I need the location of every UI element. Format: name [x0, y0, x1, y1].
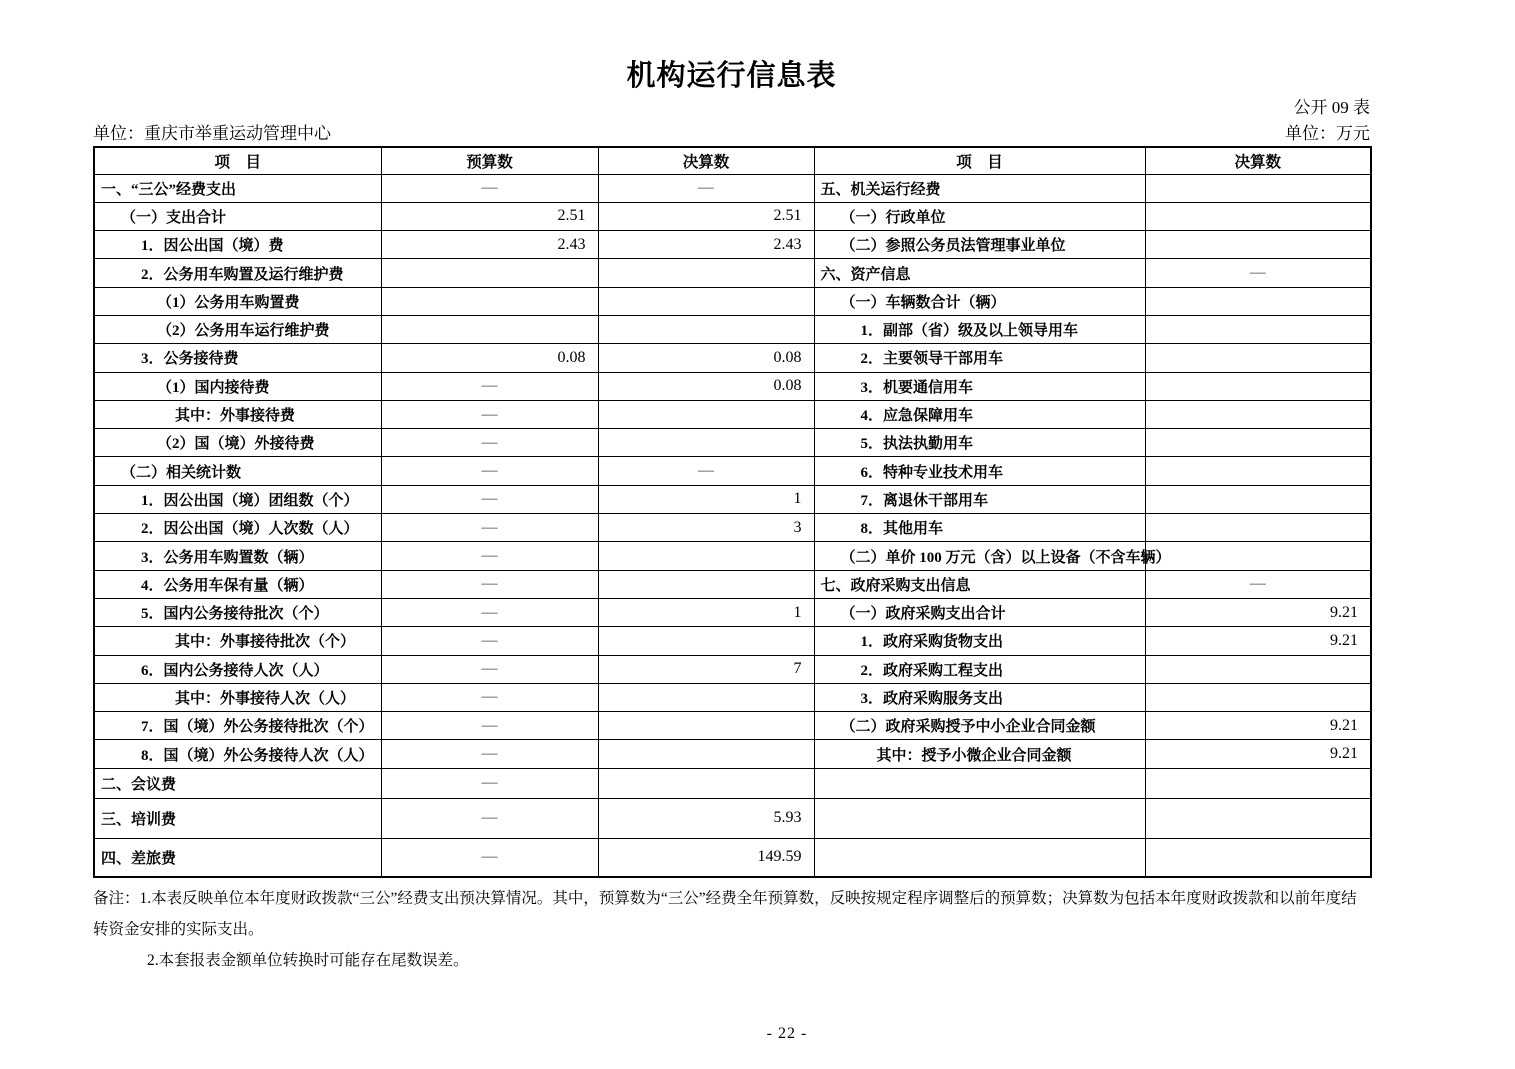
budget-value-cell [381, 259, 598, 287]
unit-currency: 单位：万元 [1285, 124, 1370, 143]
budget-value-cell: — [381, 429, 598, 457]
item-label-cell: 2．因公出国（境）人次数（人） [94, 514, 381, 542]
budget-value-cell: — [381, 457, 598, 485]
item-label-cell: 2．公务用车购置及运行维护费 [94, 259, 381, 287]
budget-value-cell: — [381, 485, 598, 513]
final-value-cell [598, 542, 814, 570]
final-value-cell: — [598, 457, 814, 485]
final-value-cell-right [1145, 287, 1371, 315]
final-value-cell-right [1145, 202, 1371, 230]
budget-value-cell: — [381, 768, 598, 798]
item-label-cell-right [814, 768, 1145, 798]
budget-value-cell: — [381, 838, 598, 877]
final-value-cell: 0.08 [598, 372, 814, 400]
table-row [94, 542, 1371, 570]
item-label-cell-right: 3．政府采购服务支出 [814, 683, 1145, 711]
item-label-cell-right: （二）单价 100 万元（含）以上设备（不含车辆） [814, 542, 1145, 570]
final-value-cell: — [598, 174, 814, 202]
item-label-cell-right: 5．执法执勤用车 [814, 429, 1145, 457]
table-row [94, 683, 1371, 711]
item-label-cell: 6．国内公务接待人次（人） [94, 655, 381, 683]
item-label-cell-right: 1．副部（省）级及以上领导用车 [814, 315, 1145, 343]
budget-value-cell: 0.08 [381, 344, 598, 372]
table-row [94, 838, 1371, 877]
budget-value-cell: — [381, 514, 598, 542]
item-label-cell: 四、差旅费 [94, 838, 381, 877]
item-label-cell-right: 六、资产信息 [814, 259, 1145, 287]
item-label-cell-right: 4．应急保障用车 [814, 400, 1145, 428]
item-label-cell-right: （一）行政单位 [814, 202, 1145, 230]
table-code: 公开 09 表 [1293, 98, 1370, 117]
table-row [94, 655, 1371, 683]
final-value-cell [598, 683, 814, 711]
document-page [93, 0, 1370, 1069]
item-label-cell: 1．因公出国（境）团组数（个） [94, 485, 381, 513]
meta-row [93, 119, 1370, 144]
table-row [94, 231, 1371, 259]
budget-value-cell: — [381, 400, 598, 428]
final-value-cell: 2.43 [598, 231, 814, 259]
budget-value-cell: — [381, 627, 598, 655]
final-value-cell-right [1145, 344, 1371, 372]
final-value-cell-right [1145, 655, 1371, 683]
final-value-cell: 0.08 [598, 344, 814, 372]
page-title: 机构运行信息表 [626, 60, 837, 92]
header-row [94, 147, 1371, 174]
item-label-cell-right: 五、机关运行经费 [814, 174, 1145, 202]
table-row [94, 514, 1371, 542]
table-row [94, 627, 1371, 655]
final-value-cell [598, 287, 814, 315]
final-value-cell-right [1145, 315, 1371, 343]
final-value-cell-right [1145, 400, 1371, 428]
item-label-cell: 8．国（境）外公务接待人次（人） [94, 740, 381, 768]
column-header-final-left: 决算数 [598, 147, 814, 174]
item-label-cell: 3．公务接待费 [94, 344, 381, 372]
table-row [94, 372, 1371, 400]
final-value-cell-right [1145, 372, 1371, 400]
item-label-cell: 5．国内公务接待批次（个） [94, 598, 381, 626]
final-value-cell-right [1145, 231, 1371, 259]
item-label-cell-right [814, 798, 1145, 838]
table-row [94, 287, 1371, 315]
item-label-cell-right: 8．其他用车 [814, 514, 1145, 542]
final-value-cell-right [1145, 457, 1371, 485]
budget-value-cell: — [381, 740, 598, 768]
budget-value-cell [381, 287, 598, 315]
item-label-cell: （2）国（境）外接待费 [94, 429, 381, 457]
item-label-cell: （二）相关统计数 [94, 457, 381, 485]
item-label-cell-right: 2．政府采购工程支出 [814, 655, 1145, 683]
final-value-cell: 1 [598, 485, 814, 513]
final-value-cell [598, 627, 814, 655]
final-value-cell-right: 9.21 [1145, 627, 1371, 655]
table-row [94, 259, 1371, 287]
item-label-cell-right: 6．特种专业技术用车 [814, 457, 1145, 485]
column-header-item-left: 项 目 [94, 147, 381, 174]
table-row [94, 202, 1371, 230]
final-value-cell-right [1145, 514, 1371, 542]
item-label-cell: 其中：外事接待批次（个） [94, 627, 381, 655]
final-value-cell: 149.59 [598, 838, 814, 877]
budget-value-cell: — [381, 683, 598, 711]
column-header-final-right: 决算数 [1145, 147, 1371, 174]
final-value-cell: 5.93 [598, 798, 814, 838]
final-value-cell: 2.51 [598, 202, 814, 230]
budget-value-cell: 2.43 [381, 231, 598, 259]
table-row [94, 598, 1371, 626]
item-label-cell: （1）国内接待费 [94, 372, 381, 400]
final-value-cell-right [1145, 485, 1371, 513]
final-value-cell [598, 400, 814, 428]
item-label-cell: 4．公务用车保有量（辆） [94, 570, 381, 598]
table-row [94, 768, 1371, 798]
column-header-budget: 预算数 [381, 147, 598, 174]
final-value-cell-right [1145, 768, 1371, 798]
final-value-cell-right: 9.21 [1145, 740, 1371, 768]
table-row [94, 798, 1371, 838]
item-label-cell-right: 2．主要领导干部用车 [814, 344, 1145, 372]
budget-value-cell: — [381, 655, 598, 683]
table-row [94, 712, 1371, 740]
item-label-cell-right: （一）政府采购支出合计 [814, 598, 1145, 626]
item-label-cell-right: （二）政府采购授予中小企业合同金额 [814, 712, 1145, 740]
table-row [94, 174, 1371, 202]
item-label-cell-right: 七、政府采购支出信息 [814, 570, 1145, 598]
item-label-cell-right [814, 838, 1145, 877]
final-value-cell [598, 429, 814, 457]
item-label-cell-right: （一）车辆数合计（辆） [814, 287, 1145, 315]
final-value-cell [598, 259, 814, 287]
budget-value-cell: — [381, 598, 598, 626]
table-row [94, 457, 1371, 485]
item-label-cell-right: 3．机要通信用车 [814, 372, 1145, 400]
final-value-cell [598, 740, 814, 768]
item-label-cell: 7．国（境）外公务接待批次（个） [94, 712, 381, 740]
item-label-cell: 三、培训费 [94, 798, 381, 838]
notes [93, 883, 1370, 976]
budget-value-cell: — [381, 712, 598, 740]
final-value-cell-right [1145, 683, 1371, 711]
item-label-cell-right: 7．离退休干部用车 [814, 485, 1145, 513]
budget-value-cell: — [381, 798, 598, 838]
final-value-cell-right [1145, 542, 1371, 570]
final-value-cell: 3 [598, 514, 814, 542]
operation-info-table [93, 146, 1372, 878]
budget-value-cell [381, 315, 598, 343]
item-label-cell: （2）公务用车运行维护费 [94, 315, 381, 343]
budget-value-cell: — [381, 570, 598, 598]
table-row [94, 315, 1371, 343]
table-row [94, 485, 1371, 513]
item-label-cell-right: 其中：授予小微企业合同金额 [814, 740, 1145, 768]
final-value-cell: 7 [598, 655, 814, 683]
item-label-cell: 1．因公出国（境）费 [94, 231, 381, 259]
table-row [94, 400, 1371, 428]
final-value-cell-right [1145, 838, 1371, 877]
final-value-cell: 1 [598, 598, 814, 626]
item-label-cell: 一、“三公”经费支出 [94, 174, 381, 202]
table-row [94, 740, 1371, 768]
item-label-cell: 3．公务用车购置数（辆） [94, 542, 381, 570]
column-header-item-right: 项 目 [814, 147, 1145, 174]
final-value-cell-right: 9.21 [1145, 598, 1371, 626]
item-label-cell: （一）支出合计 [94, 202, 381, 230]
final-value-cell-right [1145, 798, 1371, 838]
note-2: 2.本套报表金额单位转换时可能存在尾数误差。 [147, 952, 469, 969]
budget-value-cell: — [381, 372, 598, 400]
final-value-cell [598, 570, 814, 598]
table-row [94, 429, 1371, 457]
item-label-cell-right: （二）参照公务员法管理事业单位 [814, 231, 1145, 259]
item-label-cell: 其中：外事接待费 [94, 400, 381, 428]
final-value-cell-right [1145, 174, 1371, 202]
final-value-cell [598, 768, 814, 798]
final-value-cell [598, 712, 814, 740]
unit-name: 单位：重庆市举重运动管理中心 [93, 124, 331, 143]
budget-value-cell: 2.51 [381, 202, 598, 230]
item-label-cell: 其中：外事接待人次（人） [94, 683, 381, 711]
item-label-cell: 二、会议费 [94, 768, 381, 798]
final-value-cell-right: 9.21 [1145, 712, 1371, 740]
final-value-cell-right: — [1145, 570, 1371, 598]
page-number: - 22 - [766, 1025, 808, 1042]
note-1: 备注：1.本表反映单位本年度财政拨款“三公”经费支出预决算情况。其中，预算数为“三公”经费全年预算数，反映按规定程序调整后的预算数；决算数为包括本年度财政拨款和以前年度结转资金安排的实际支出。 [93, 890, 1357, 938]
budget-value-cell: — [381, 174, 598, 202]
table-row [94, 570, 1371, 598]
table-row [94, 344, 1371, 372]
final-value-cell-right: — [1145, 259, 1371, 287]
budget-value-cell: — [381, 542, 598, 570]
final-value-cell-right [1145, 429, 1371, 457]
item-label-cell-right: 1．政府采购货物支出 [814, 627, 1145, 655]
final-value-cell [598, 315, 814, 343]
item-label-cell: （1）公务用车购置费 [94, 287, 381, 315]
